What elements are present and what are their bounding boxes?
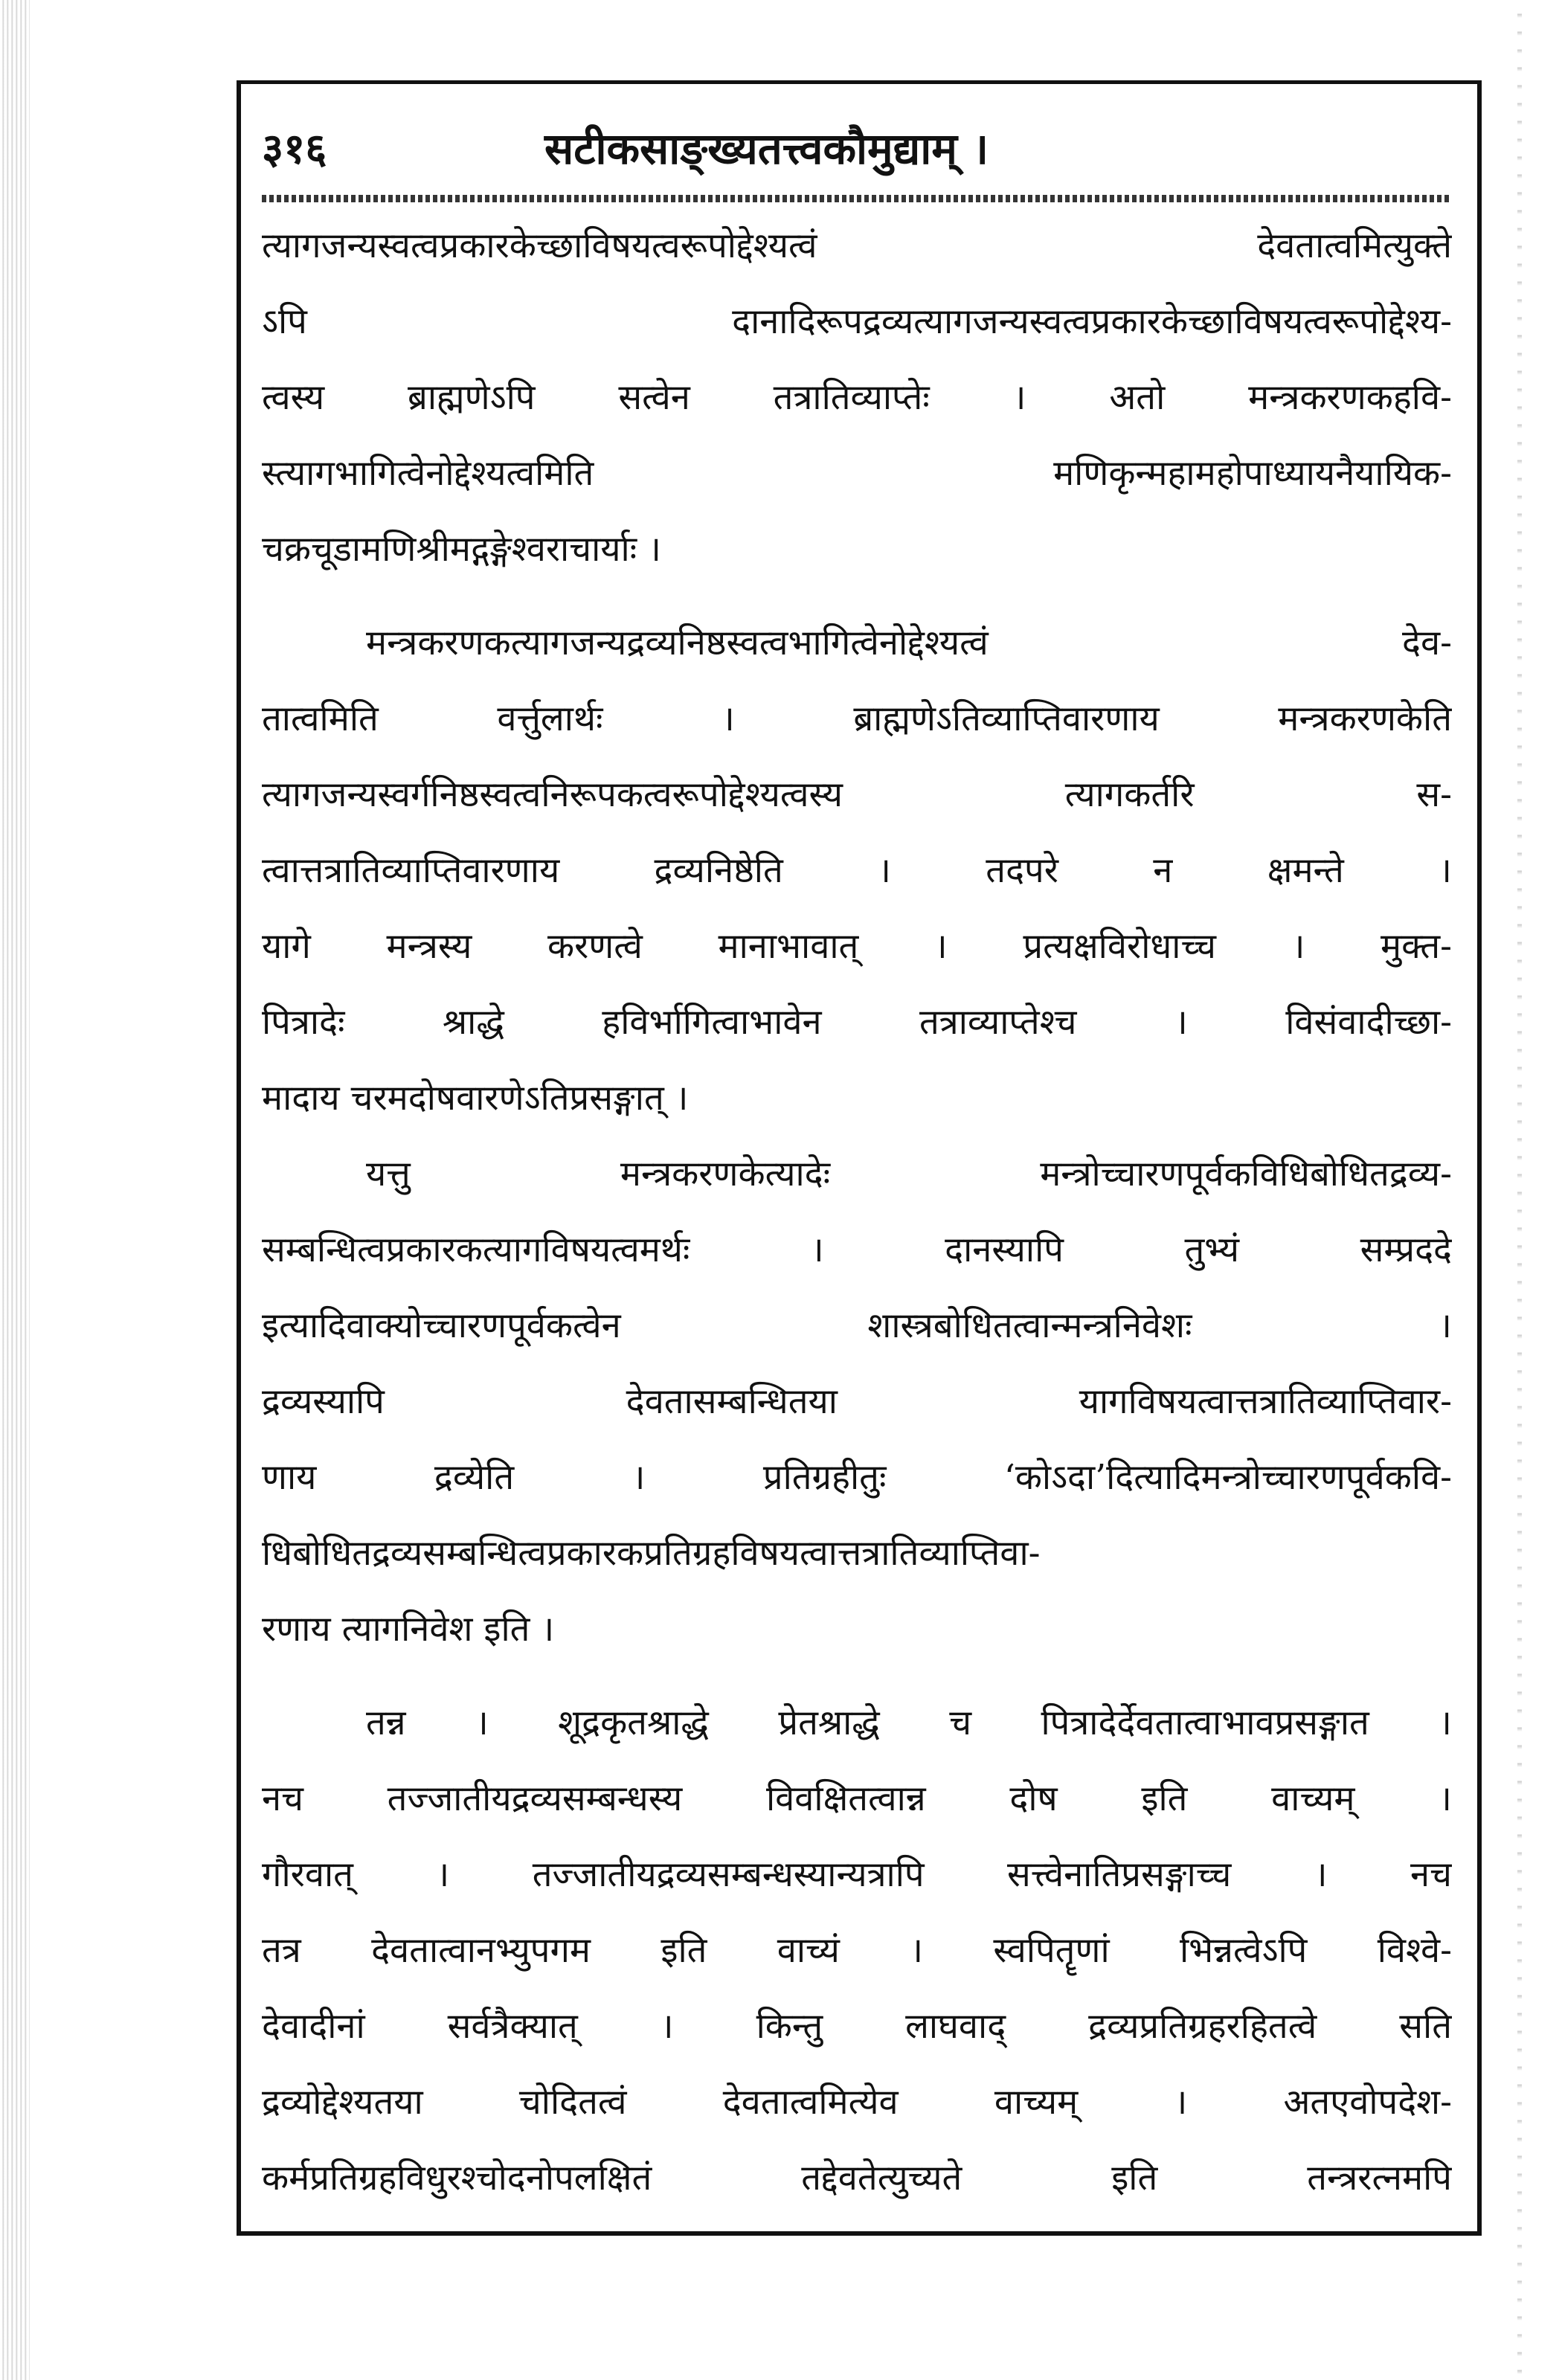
text-line: चक्रचूडामणिश्रीमद्गङ्गेश्वराचार्याः । — [262, 529, 661, 570]
page-number: ३१६ — [262, 124, 327, 173]
header-rule — [262, 195, 1452, 202]
text-line: देवादीनां सर्वत्रैक्यात् । किन्तु लाघवाद् द्रव्यप्रतिग्रहरहितत्वे सति — [262, 2006, 1452, 2047]
paragraph-4 — [262, 1685, 1452, 2216]
paragraph-3 — [262, 1136, 1452, 1667]
running-title: सटीकसाङ्ख्यतत्त्वकौमुद्याम् । — [544, 123, 989, 174]
text-line: त्यागजन्यस्वर्गनिष्ठस्वत्वनिरूपकत्वरूपोद्देश्यत्वस्य त्यागकर्तरि स- — [262, 774, 1452, 815]
paragraph-gap — [262, 588, 1452, 605]
text-line: रणाय त्यागनिवेश इति । — [262, 1609, 555, 1650]
text-line: मादाय चरमदोषवारणेऽतिप्रसङ्गात् । — [262, 1078, 689, 1119]
text-line: तात्वमिति वर्त्तुलार्थः । ब्राह्मणेऽतिव्याप्तिवारणाय मन्त्रकरणकेति — [262, 698, 1452, 739]
paragraph-1 — [262, 208, 1452, 588]
text-line: तत्र देवतात्वानभ्युपगम इति वाच्यं । स्वपितॄणां भिन्नत्वेऽपि विश्वे- — [262, 1930, 1452, 1971]
text-line: त्वात्तत्रातिव्याप्तिवारणाय द्रव्यनिष्ठेति । तदपरे न क्षमन्ते । — [262, 850, 1452, 891]
text-line: तन्न । शूद्रकृतश्राद्धे प्रेतश्राद्धे च पित्रादेर्देवतात्वाभावप्रसङ्गात । — [366, 1702, 1452, 1743]
main-text — [262, 208, 1452, 2216]
text-line: नच तज्जातीयद्रव्यसम्बन्धस्य विवक्षितत्वान्न दोष इति वाच्यम् । — [262, 1778, 1452, 1819]
text-line: पित्रादेः श्राद्धे हविर्भागित्वाभावेन तत्राव्याप्तेश्च । विसंवादीच्छा- — [262, 1002, 1452, 1043]
text-line: द्रव्यस्यापि देवतासम्बन्धितया यागविषयत्वात्तत्रातिव्याप्तिवार- — [262, 1381, 1452, 1422]
text-line: यागे मन्त्रस्य करणत्वे मानाभावात् । प्रत्यक्षविरोधाच्च । मुक्त- — [262, 926, 1452, 967]
scan-edge-mark — [1517, 0, 1522, 2380]
page-header — [262, 112, 1452, 186]
text-line: ऽपि दानादिरूपद्रव्यत्यागजन्यस्वत्वप्रकारकेच्छाविषयत्वरूपोद्देश्य- — [262, 301, 1452, 342]
text-line: इत्यादिवाक्योच्चारणपूर्वकत्वेन शास्त्रबोधितत्वान्मन्त्रनिवेशः । — [262, 1305, 1452, 1346]
paragraph-gap — [262, 1667, 1452, 1685]
text-line: यत्तु मन्त्रकरणकेत्यादेः मन्त्रोच्चारणपूर्वकविधिबोधितद्रव्य- — [366, 1154, 1452, 1194]
text-line: त्वस्य ब्राह्मणेऽपि सत्वेन तत्रातिव्याप्तेः । अतो मन्त्रकरणकहवि- — [262, 377, 1452, 418]
text-line: गौरवात् । तज्जातीयद्रव्यसम्बन्धस्यान्यत्रापि सत्त्वेनातिप्रसङ्गाच्च । नच — [262, 1854, 1452, 1895]
text-line: कर्मप्रतिग्रहविधुरश्चोदनोपलक्षितं तद्देवतेत्युच्यते इति तन्त्ररत्नमपि — [262, 2158, 1452, 2199]
text-line: णाय द्रव्येति । प्रतिग्रहीतुः ‘कोऽदा’दित्यादिमन्त्रोच्चारणपूर्वकवि- — [262, 1457, 1452, 1498]
text-line: सम्बन्धित्वप्रकारकत्यागविषयत्वमर्थः । दानस्यापि तुभ्यं सम्प्रददे — [262, 1229, 1452, 1270]
paragraph-2 — [262, 605, 1452, 1136]
text-line: त्यागजन्यस्वत्वप्रकारकेच्छाविषयत्वरूपोद्देश्यत्वं देवतात्वमित्युक्ते — [262, 225, 1452, 266]
text-line: धिबोधितद्रव्यसम्बन्धित्वप्रकारकप्रतिग्रहविषयत्वात्तत्रातिव्याप्तिवा- — [262, 1533, 1041, 1574]
text-line: स्त्यागभागित्वेनोद्देश्यत्वमिति मणिकृन्महामहोपाध्यायनैयायिक- — [262, 453, 1452, 494]
text-line: मन्त्रकरणकत्यागजन्यद्रव्यनिष्ठस्वत्वभागित्वेनोद्देश्यत्वं देव- — [366, 623, 1452, 663]
page-gutter-edge — [0, 0, 30, 2380]
text-line: द्रव्योद्देश्यतया चोदितत्वं देवतात्वमित्येव वाच्यम् । अतएवोपदेश- — [262, 2082, 1452, 2123]
